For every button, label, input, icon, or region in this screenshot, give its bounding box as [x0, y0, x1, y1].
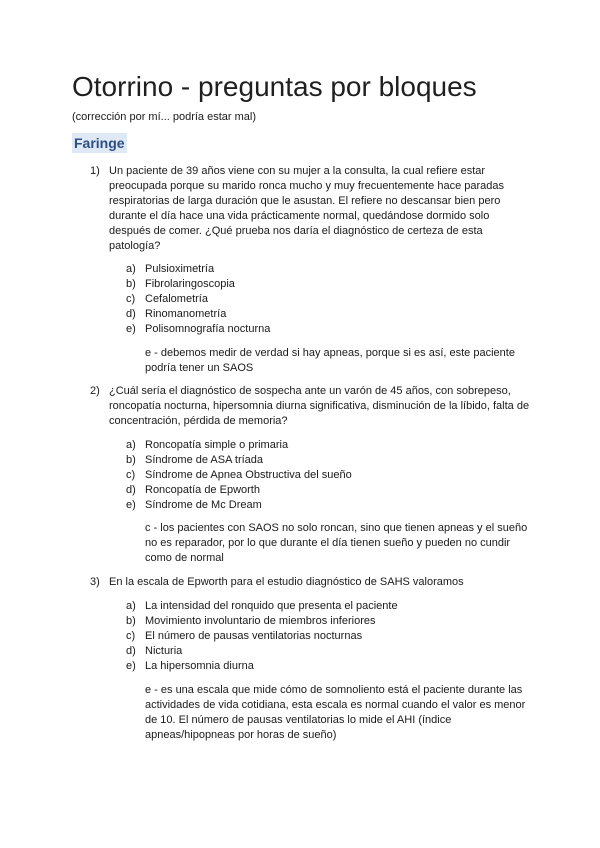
- option-letter: c): [126, 630, 136, 642]
- option-text: Pulsioximetría: [145, 263, 215, 275]
- page-title: Otorrino - preguntas por bloques: [72, 71, 477, 102]
- option-text: La intensidad del ronquido que presenta el paciente: [145, 600, 398, 612]
- option-item: [126, 307, 526, 322]
- option-letter: c): [126, 293, 136, 305]
- option-letter: e): [126, 499, 136, 511]
- option-item: [126, 262, 526, 277]
- option-text: Cefalometría: [145, 293, 208, 305]
- question-number: 2): [90, 385, 100, 397]
- section-heading: Faringe: [74, 135, 125, 151]
- option-text: Polisomnografía nocturna: [145, 323, 271, 335]
- question-number: 3): [90, 576, 100, 588]
- option-item: [126, 644, 526, 659]
- option-text: Fibrolaringoscopia: [145, 278, 235, 290]
- answer-1: e - debemos medir de verdad si hay apneas, porque si es así, este paciente podría tener un SAOS: [145, 347, 515, 374]
- question-text: En la escala de Epworth para el estudio diagnóstico de SAHS valoramos: [109, 576, 464, 588]
- question-number: 1): [90, 165, 100, 177]
- option-letter: d): [126, 308, 136, 320]
- option-text: Síndrome de ASA tríada: [145, 454, 264, 466]
- option-letter: a): [126, 263, 136, 275]
- option-letter: a): [126, 439, 136, 451]
- option-item: [126, 453, 526, 468]
- option-letter: d): [126, 484, 136, 496]
- option-item: [126, 438, 526, 453]
- option-letter: b): [126, 278, 136, 290]
- option-letter: b): [126, 615, 136, 627]
- option-item: [126, 498, 526, 513]
- option-text: Rinomanometría: [145, 308, 227, 320]
- option-text: La hipersomnia diurna: [145, 660, 254, 672]
- option-letter: d): [126, 645, 136, 657]
- option-item: [126, 659, 526, 674]
- options-list-2: [126, 438, 526, 513]
- option-item: [126, 629, 526, 644]
- question-3: [90, 575, 530, 601]
- option-letter: a): [126, 600, 136, 612]
- option-letter: c): [126, 469, 136, 481]
- option-text: Movimiento involuntario de miembros inferiores: [145, 615, 376, 627]
- option-item: [126, 468, 526, 483]
- answer-3: e - es una escala que mide cómo de somnoliento está el paciente durante las actividades de vida cotidiana, esta escala es normal cuando el valor es menor de 10. El número de pausas ventilatorias lo mide el AHI (índice apneas/hipopneas por horas de sueño): [145, 684, 526, 741]
- option-text: Roncopatía de Epworth: [145, 484, 260, 496]
- option-text: Roncopatía simple o primaria: [145, 439, 289, 451]
- option-item: [126, 277, 526, 292]
- option-item: [126, 322, 526, 337]
- option-letter: e): [126, 660, 136, 672]
- option-text: El número de pausas ventilatorias nocturnas: [145, 630, 363, 642]
- option-item: [126, 614, 526, 629]
- question-1: [90, 164, 530, 265]
- question-text: ¿Cuál sería el diagnóstico de sospecha ante un varón de 45 años, con sobrepeso, roncopatía nocturna, hipersomnia diurna significativa, disminución de la líbido, falta de concentración, pérdida de memoria?: [109, 385, 530, 427]
- option-letter: e): [126, 323, 136, 335]
- option-text: Síndrome de Apnea Obstructiva del sueño: [145, 469, 352, 481]
- answer-2: c - los pacientes con SAOS no solo roncan, sino que tienen apneas y el sueño no es reparador, por lo que durante el día tienen sueño y pueden no cundir como de normal: [145, 522, 528, 564]
- options-list-1: [126, 262, 526, 337]
- page-subtitle: (corrección por mí... podría estar mal): [72, 111, 257, 123]
- option-letter: b): [126, 454, 136, 466]
- option-item: [126, 292, 526, 307]
- option-item: [126, 483, 526, 498]
- option-item: [126, 599, 526, 614]
- options-list-3: [126, 599, 526, 674]
- option-text: Síndrome de Mc Dream: [145, 499, 262, 511]
- question-2: [90, 384, 530, 440]
- question-text: Un paciente de 39 años viene con su mujer a la consulta, la cual refiere estar preocupada porque su marido ronca mucho y muy frecuentemente hace paradas respiratorias de larga duración que le asustan. El refiere no descansar bien pero durante el día hace una vida prácticamente normal, quedándose dormido solo después de comer. ¿Qué prueba nos daría el diagnóstico de certeza de esta patología?: [109, 165, 505, 252]
- option-text: Nicturia: [145, 645, 183, 657]
